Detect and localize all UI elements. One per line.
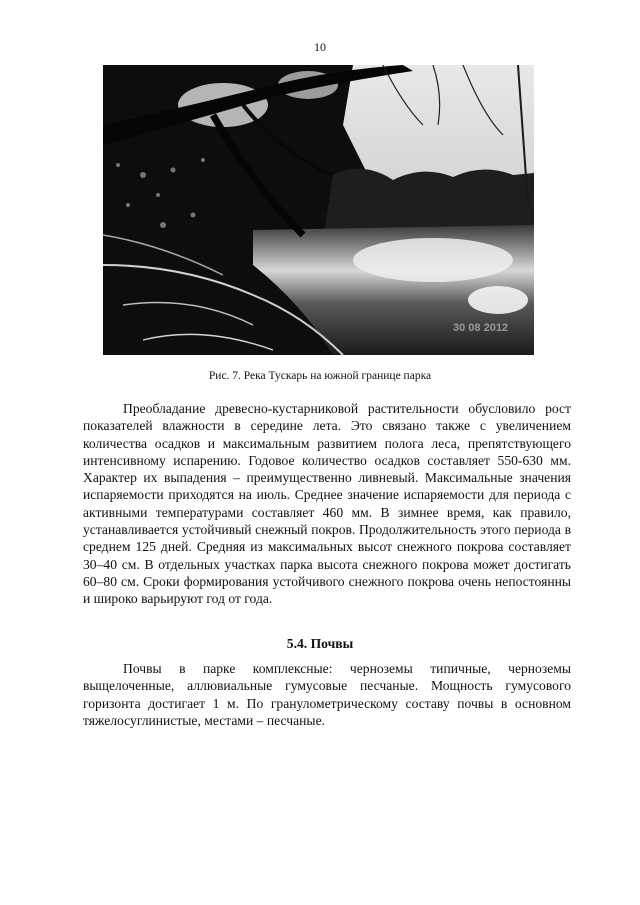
figure-caption: Рис. 7. Река Тускарь на южной границе парка: [208, 370, 432, 382]
paragraph-text: Почвы в парке комплексные: черноземы типичные, черноземы выщелоченные, аллювиальные гумусовые песчаные. Мощность гумусового горизонта достигает 1 м. По гранулометрическому составу почвы в основном тяжелосуглинистые, местами – песчаные.: [83, 661, 571, 728]
body-paragraph: [83, 400, 571, 608]
river-photo: [103, 65, 534, 355]
body-paragraph: [83, 660, 571, 729]
photo-date-stamp: 30 08 2012: [453, 322, 509, 334]
paragraph-text: Преобладание древесно-кустарниковой растительности обусловило рост показателей влажности в середине лета. Это связано также с увеличением количества осадков и максимальным развитием полога леса, препятствующего интенсивному испарению. Годовое количество осадков составляет 550-630 мм. Характер их выпадения – преимущественно ливневый. Максимальные значения испаряемости приходятся на июль. Среднее значение испаряемости для периода с активными температурами составляет 460 мм. В зимнее время, как правило, устанавливается устойчивый снежный покров. Продолжительность этого периода в среднем 125 дней. Средняя из максимальных высот снежного покрова составляет 30–40 см. В отдельных участках парка высота снежного покрова может достигать 60–80 см. Сроки формирования устойчивого снежного покрова очень непостоянны и широко варьируют год от года.: [83, 401, 571, 607]
page-number: 10: [314, 40, 326, 54]
section-heading: 5.4. Почвы: [286, 636, 354, 651]
